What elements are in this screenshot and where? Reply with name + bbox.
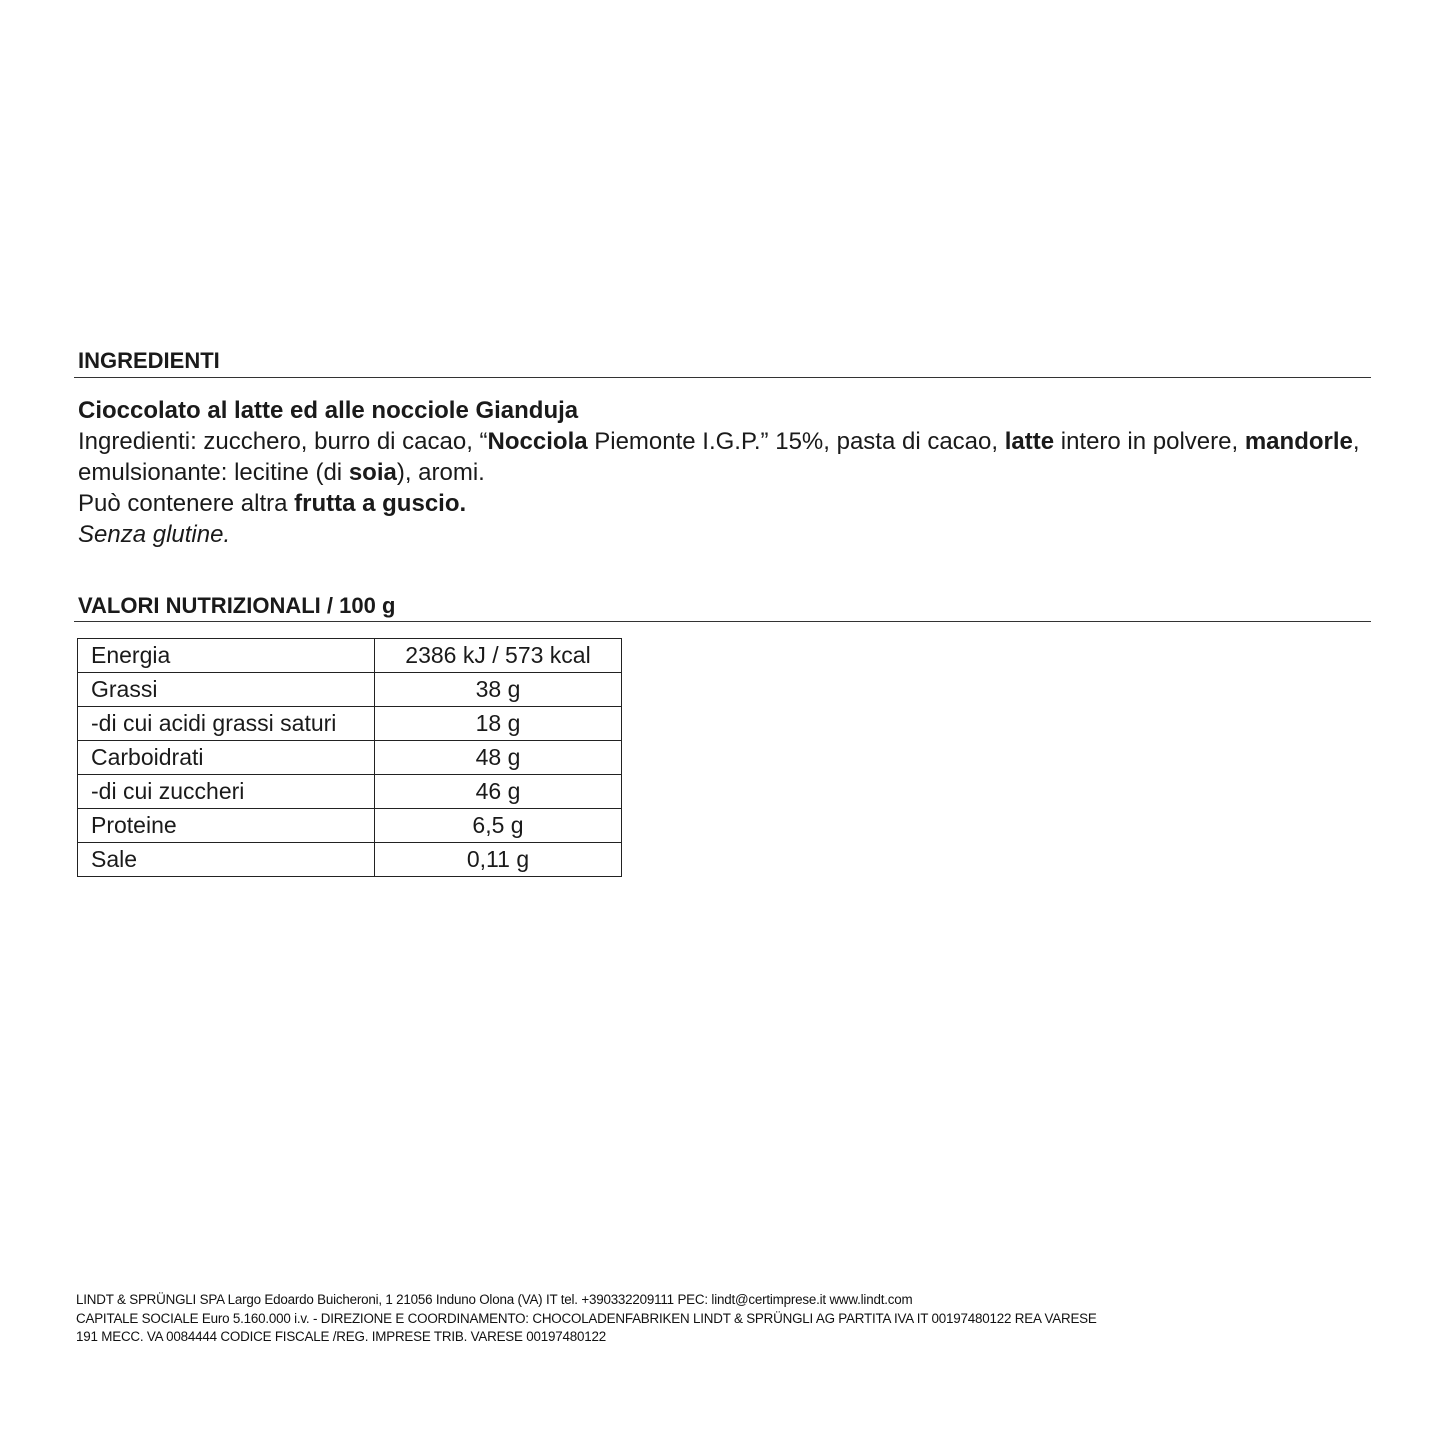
nutrient-value: 38 g <box>375 673 622 707</box>
footer-line: CAPITALE SOCIALE Euro 5.160.000 i.v. - DIREZIONE E COORDINAMENTO: CHOCOLADENFABRIKEN LINDT & SPRÜNGLI AG PARTITA IVA IT 00197480122 REA VARESE <box>76 1310 1097 1326</box>
gluten-free-note: Senza glutine. <box>78 521 231 548</box>
product-name: Cioccolato al latte ed alle nocciole Gianduja <box>78 397 579 424</box>
ingredients-divider <box>74 377 1371 378</box>
nutrient-name: Grassi <box>78 673 375 707</box>
nutrient-value: 46 g <box>375 775 622 809</box>
ingredients-text: Ingredienti: zucchero, burro di cacao, “ <box>78 428 488 455</box>
table-row <box>78 843 622 877</box>
table-row <box>78 707 622 741</box>
allergen-hazelnut: Nocciola <box>487 428 588 455</box>
allergen-milk: latte <box>1004 428 1055 455</box>
nutrient-value: 18 g <box>375 707 622 741</box>
allergen-nuts: frutta a guscio. <box>294 490 467 517</box>
nutrition-heading: VALORI NUTRIZIONALI / 100 g <box>78 593 396 618</box>
nutrient-name: Carboidrati <box>78 741 375 775</box>
table-row <box>78 673 622 707</box>
nutrient-name: Energia <box>78 639 375 673</box>
nutrient-value: 6,5 g <box>375 809 622 843</box>
ingredients-heading: INGREDIENTI <box>78 348 220 373</box>
may-contain-text: Può contenere altra <box>78 490 295 517</box>
nutrient-value: 0,11 g <box>375 843 622 877</box>
ingredients-text: , emulsionante: lecitine (di <box>78 428 1360 486</box>
ingredients-text: Piemonte I.G.P.” 15%, pasta di cacao, <box>587 428 1005 455</box>
company-footer <box>76 1291 1396 1347</box>
nutrient-name: -di cui acidi grassi saturi <box>78 707 375 741</box>
footer-line: LINDT & SPRÜNGLI SPA Largo Edoardo Buicheroni, 1 21056 Induno Olona (VA) IT tel. +390332209111 PEC: lindt@certimprese.it www.lindt.com <box>76 1292 913 1307</box>
ingredients-text: ), aromi. <box>396 459 485 486</box>
table-row <box>78 775 622 809</box>
table-row <box>78 741 622 775</box>
nutrition-divider <box>74 621 1371 622</box>
ingredients-block <box>78 395 1378 550</box>
nutrient-name: -di cui zuccheri <box>78 775 375 809</box>
nutrient-name: Sale <box>78 843 375 877</box>
footer-line: 191 MECC. VA 0084444 CODICE FISCALE /REG. IMPRESE TRIB. VARESE 00197480122 <box>76 1329 607 1344</box>
ingredients-list <box>78 426 1378 488</box>
ingredients-text: intero in polvere, <box>1054 428 1245 455</box>
nutrient-value: 48 g <box>375 741 622 775</box>
may-contain-note <box>78 488 1378 519</box>
nutrient-value: 2386 kJ / 573 kcal <box>375 639 622 673</box>
nutrition-table <box>77 638 622 877</box>
table-row <box>78 809 622 843</box>
allergen-almonds: mandorle <box>1244 428 1353 455</box>
nutrient-name: Proteine <box>78 809 375 843</box>
allergen-soy: soia <box>348 459 397 486</box>
table-row <box>78 639 622 673</box>
